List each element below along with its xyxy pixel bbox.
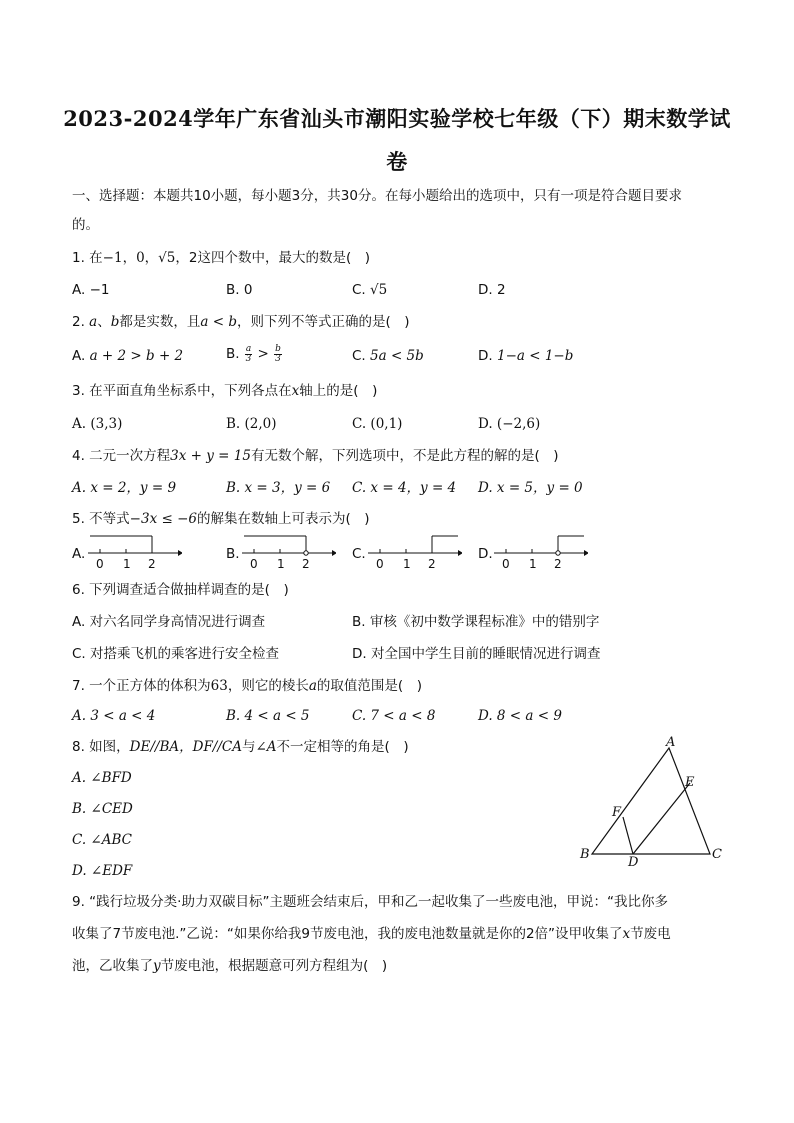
tick-label: 2 — [148, 557, 156, 571]
q1-option-b[interactable]: B. 0 — [226, 282, 253, 298]
q6-option-a[interactable]: A. 对六名同学身高情况进行调查 — [72, 614, 266, 630]
question-4-stem: 4. 二元一次方程3x + y = 15有无数个解，下列选项中，不是此方程的解的是( ) — [72, 448, 559, 464]
triangle-figure — [572, 734, 732, 873]
q5-option-d[interactable]: D. — [478, 546, 493, 562]
q2-option-b[interactable]: B. $\frac{a}{3}$ > $\frac{b}{3}$ — [226, 343, 281, 364]
tick-label: 2 — [428, 557, 436, 571]
q7-option-d[interactable]: D. 8 < a < 9 — [478, 708, 562, 724]
q6-option-d[interactable]: D. 对全国中学生目前的睡眠情况进行调查 — [352, 646, 601, 662]
vertex-label-d: D — [628, 855, 639, 869]
q7-option-a[interactable]: A. 3 < a < 4 — [72, 708, 156, 724]
q7-option-b[interactable]: B. 4 < a < 5 — [226, 708, 310, 724]
tick-label: 1 — [123, 557, 131, 571]
q4-option-a[interactable]: A. x = 2，y = 9 — [72, 480, 177, 496]
question-7-stem: 7. 一个正方体的体积为63，则它的棱长a的取值范围是( ) — [72, 678, 422, 694]
tick-label: 1 — [403, 557, 411, 571]
question-3-stem: 3. 在平面直角坐标系中，下列各点在x轴上的是( ) — [72, 383, 378, 399]
q3-option-a[interactable]: A. (3,3) — [72, 416, 123, 432]
tick-label: 0 — [250, 557, 258, 571]
q5-number-line-a — [86, 534, 182, 576]
question-1-stem: 1. 在−1，0，√5，2这四个数中，最大的数是( ) — [72, 250, 370, 266]
tick-label: 1 — [529, 557, 537, 571]
q5-number-line-d — [492, 534, 588, 576]
q8-option-b[interactable]: B. ∠CED — [72, 801, 133, 817]
q8-option-a[interactable]: A. ∠BFD — [72, 770, 132, 786]
tick-label: 0 — [376, 557, 384, 571]
q4-option-c[interactable]: C. x = 4，y = 4 — [352, 480, 457, 496]
q3-option-c[interactable]: C. (0,1) — [352, 416, 403, 432]
question-5-stem: 5. 不等式−3x ≤ −6的解集在数轴上可表示为( ) — [72, 511, 370, 527]
tick-label: 2 — [554, 557, 562, 571]
q5-option-b[interactable]: B. — [226, 546, 240, 562]
question-8-stem: 8. 如图，DE//BA，DF//CA与∠A不一定相等的角是( ) — [72, 739, 409, 755]
q5-option-c[interactable]: C. — [352, 546, 366, 562]
tick-label: 2 — [302, 557, 310, 571]
tick-label: 0 — [96, 557, 104, 571]
question-9-stem-line3: 池，乙收集了y节废电池，根据题意可列方程组为( ) — [72, 958, 388, 974]
question-9-stem-line1: 9. “践行垃圾分类·助力双碳目标”主题班会结束后，甲和乙一起收集了一些废电池，甲说：“我比你多 — [72, 894, 668, 910]
q2-option-d[interactable]: D. 1−a < 1−b — [478, 348, 574, 364]
q3-option-b[interactable]: B. (2,0) — [226, 416, 277, 432]
question-6-stem: 6. 下列调查适合做抽样调查的是( ) — [72, 582, 289, 598]
vertex-label-b: B — [580, 847, 590, 862]
section-heading-cont: 的。 — [72, 217, 99, 233]
q7-option-c[interactable]: C. 7 < a < 8 — [352, 708, 436, 724]
q4-option-d[interactable]: D. x = 5，y = 0 — [478, 480, 583, 496]
exam-title-line1: 2023-2024学年广东省汕头市潮阳实验学校七年级（下）期末数学试 — [63, 106, 731, 131]
q2-option-c[interactable]: C. 5a < 5b — [352, 348, 424, 364]
q2-option-a[interactable]: A. a + 2 > b + 2 — [72, 348, 184, 364]
question-2-stem: 2. a、b都是实数，且a < b，则下列不等式正确的是( ) — [72, 314, 410, 330]
q8-option-d[interactable]: D. ∠EDF — [72, 863, 133, 879]
q5-number-line-b — [240, 534, 336, 576]
q6-option-c[interactable]: C. 对搭乘飞机的乘客进行安全检查 — [72, 646, 280, 662]
question-9-stem-line2: 收集了7节废电池.”乙说：“如果你给我9节废电池，我的废电池数量就是你的2倍”设甲收集了x节废电 — [72, 926, 671, 942]
section-heading: 一、选择题：本题共10小题，每小题3分，共30分。在每小题给出的选项中，只有一项是符合题目要求 — [72, 188, 682, 204]
tick-label: 0 — [502, 557, 510, 571]
q6-option-b[interactable]: B. 审核《初中数学课程标准》中的错别字 — [352, 614, 600, 630]
exam-title-line2: 卷 — [386, 149, 408, 174]
q5-option-a[interactable]: A. — [72, 546, 86, 562]
q5-number-line-c — [366, 534, 462, 576]
q1-option-c[interactable]: C. √5 — [352, 282, 388, 298]
q3-option-d[interactable]: D. (−2,6) — [478, 416, 541, 432]
tick-label: 1 — [277, 557, 285, 571]
vertex-label-c: C — [712, 847, 722, 862]
q8-option-c[interactable]: C. ∠ABC — [72, 832, 132, 848]
vertex-label-f: F — [612, 805, 622, 820]
q1-option-a[interactable]: A. −1 — [72, 282, 110, 298]
q4-option-b[interactable]: B. x = 3，y = 6 — [226, 480, 331, 496]
q1-option-d[interactable]: D. 2 — [478, 282, 506, 298]
vertex-label-a: A — [666, 735, 676, 750]
vertex-label-e: E — [685, 775, 695, 790]
